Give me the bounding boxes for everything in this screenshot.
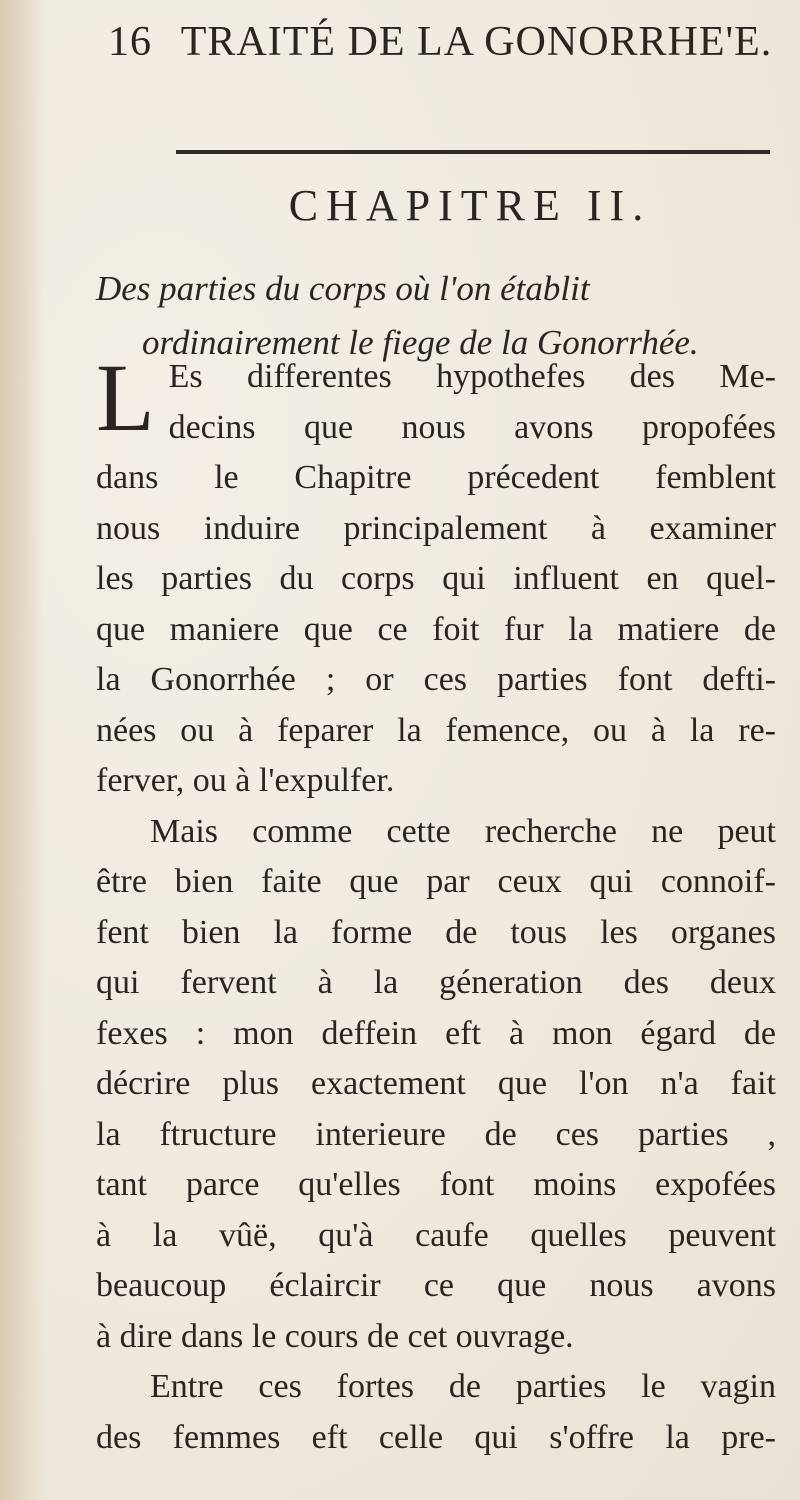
text-line: ferver, ou à l'expulfer. <box>96 762 395 799</box>
text-line: decins que nous avons propofées <box>168 408 776 446</box>
running-title: TRAITÉ DE LA GONORRHE'E. <box>180 19 773 65</box>
page-binding-shadow <box>0 0 46 1500</box>
text-line: que maniere que ce foit fur la matiere de <box>96 610 776 648</box>
paragraph-1 <box>96 344 776 807</box>
text-line: Es differentes hypothefes des Me- <box>168 358 776 395</box>
text-line: être bien faite que par ceux qui connoif- <box>96 863 776 900</box>
header-rule <box>176 150 770 154</box>
text-line: Entre ces fortes de parties le vagin <box>150 1368 776 1405</box>
text-line: nous induire principalement à examiner <box>96 509 776 547</box>
text-line: des femmes eft celle qui s'offre la pre- <box>96 1418 776 1456</box>
text-line: fent bien la forme de tous les organes <box>96 913 776 951</box>
text-line: fexes : mon deffein eft à mon égard de <box>96 1014 776 1052</box>
text-line: à dire dans le cours de cet ouvrage. <box>96 1317 574 1355</box>
subtitle-line-1: Des parties du corps où l'on établit <box>96 269 590 308</box>
text-line: qui fervent à la géneration des deux <box>96 964 776 1001</box>
text-line: beaucoup éclaircir ce que nous avons <box>96 1267 776 1304</box>
drop-cap: L <box>96 344 155 451</box>
text-line: dans le Chapitre précedent femblent <box>96 459 776 496</box>
text-line: la ftructure interieure de ces parties , <box>96 1115 776 1153</box>
text-line: la Gonorrhée ; or ces parties font defti- <box>96 661 776 698</box>
text-line: Mais comme cette recherche ne peut <box>150 812 776 850</box>
text-line: nées ou à feparer la femence, ou à la re- <box>96 711 776 749</box>
body-text <box>96 344 776 1463</box>
running-header <box>108 18 773 98</box>
text-line: les parties du corps qui influent en quel- <box>96 560 776 597</box>
text-line: à la vûë, qu'à caufe quelles peuvent <box>96 1216 776 1254</box>
chapter-heading: CHAPITRE II. <box>288 181 652 230</box>
paragraph-2 <box>96 807 776 1363</box>
subtitle-line-2: ordinairement le fiege de la Gonorrhée. <box>142 323 699 362</box>
page-number: 16 <box>108 19 152 65</box>
paragraph-3 <box>96 1362 776 1463</box>
text-line: décrire plus exactement que l'on n'a fait <box>96 1065 776 1102</box>
text-line: tant parce qu'elles font moins expofées <box>96 1166 776 1203</box>
